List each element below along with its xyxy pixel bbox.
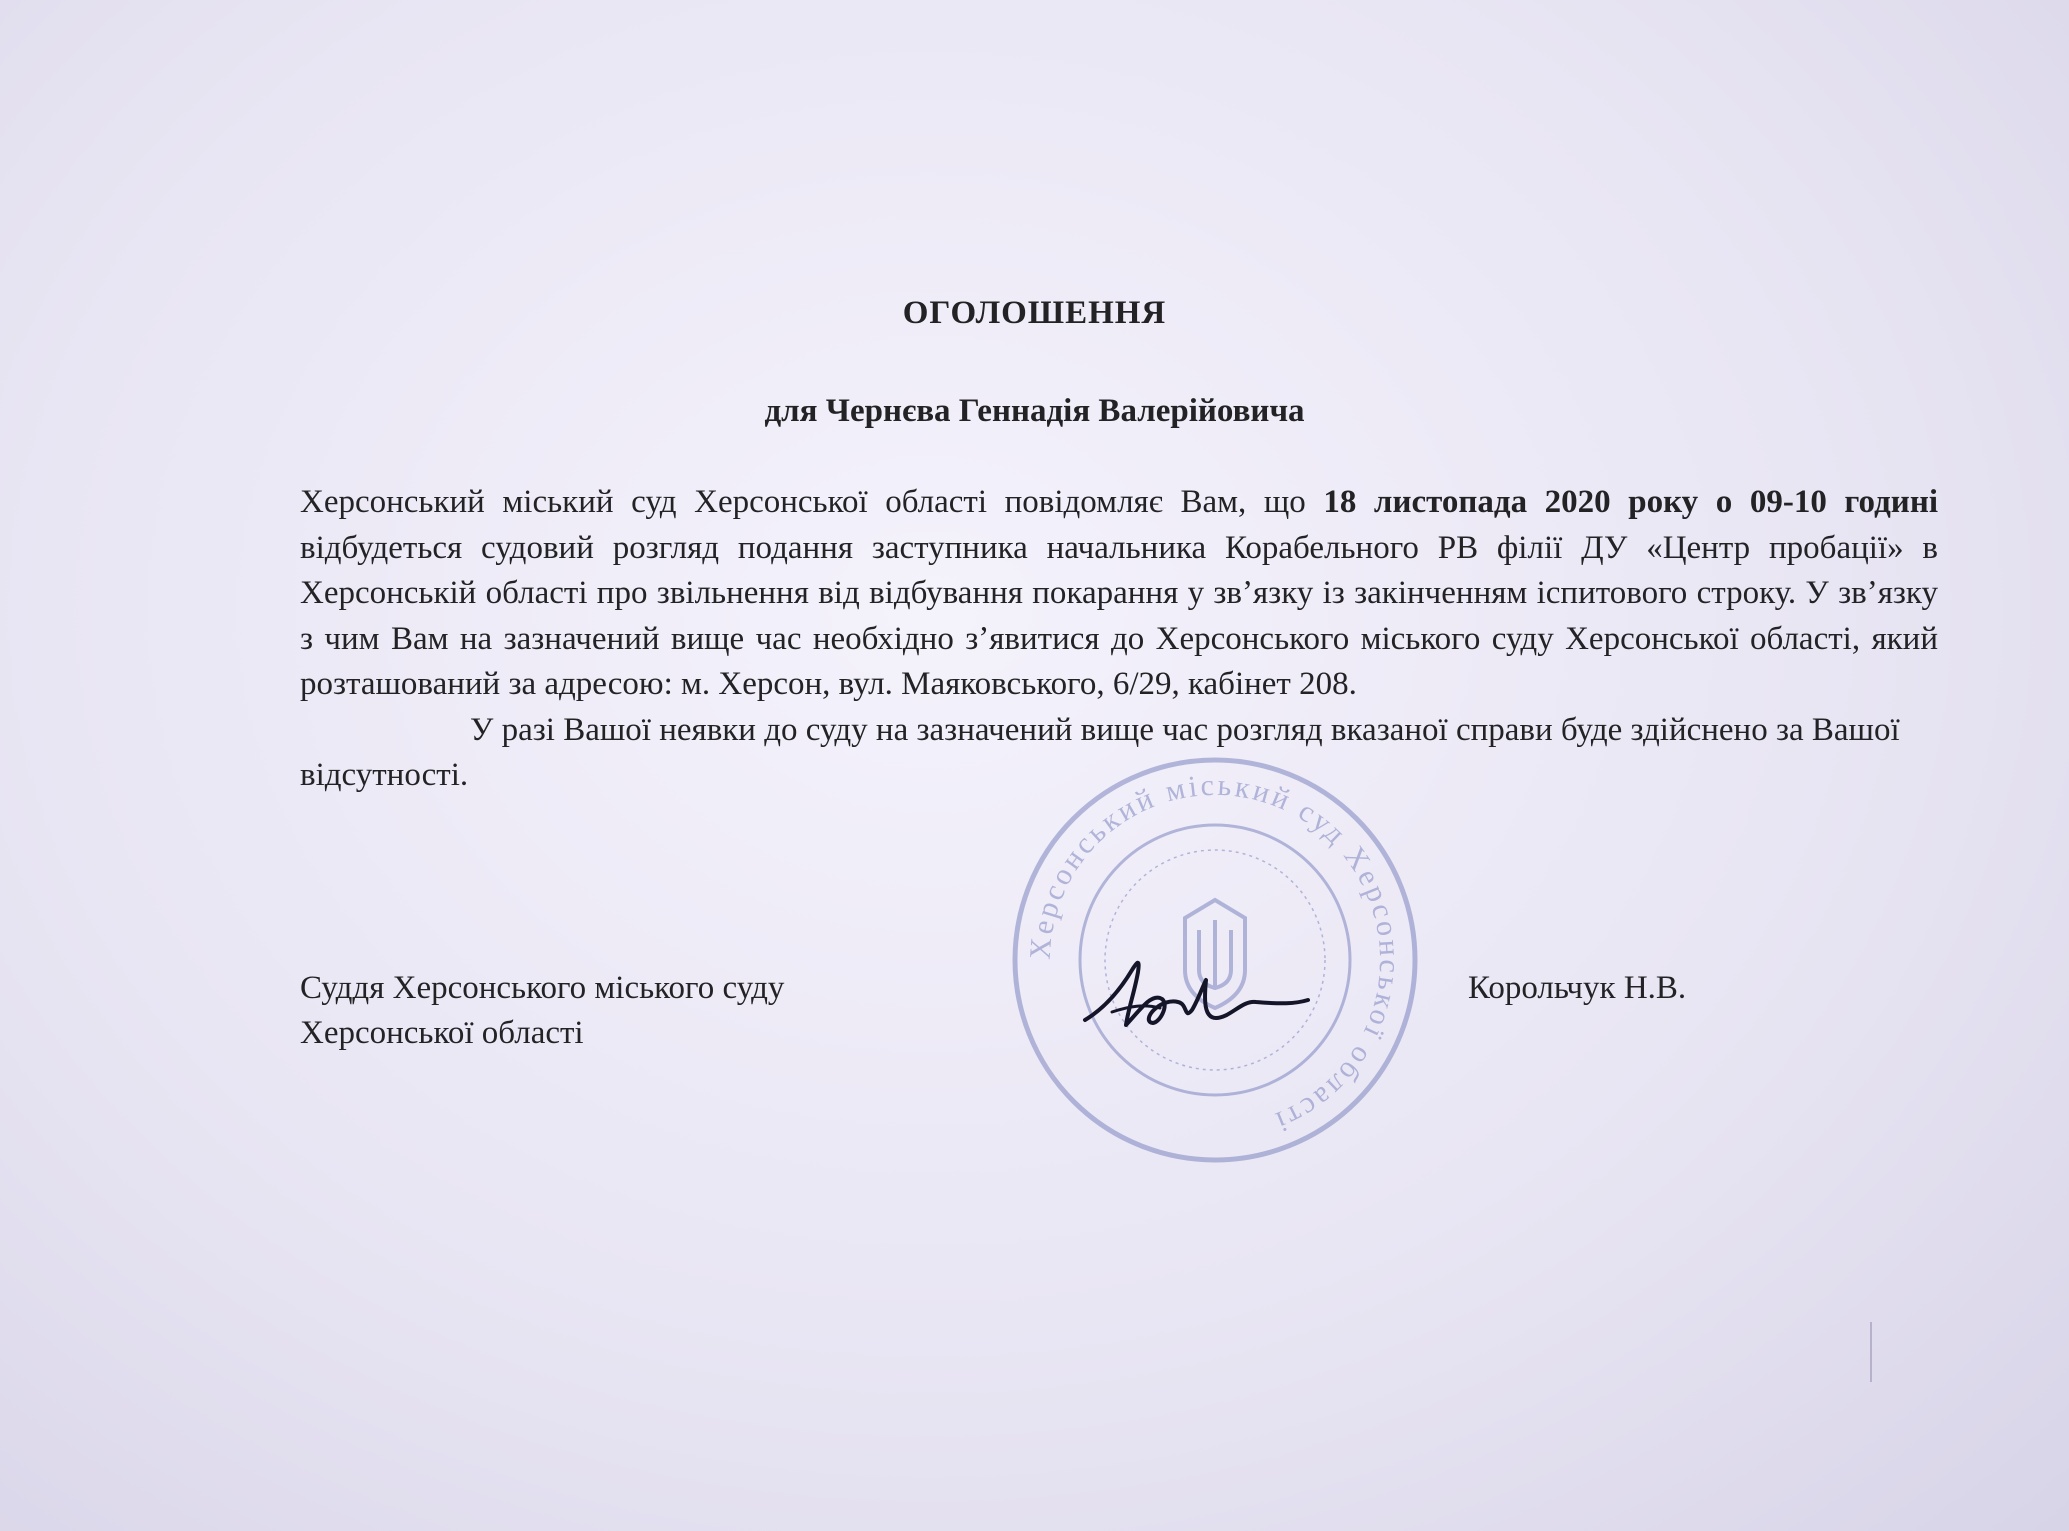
notice-title: ОГОЛОШЕННЯ <box>902 295 1167 331</box>
notice-paragraph-2: У разі Вашої неявки до суду на зазначений вище час розгляд вказаної справи буде здійснено за Вашої відсутності. <box>300 711 1900 793</box>
judge-signature <box>1080 940 1310 1040</box>
judge-name: Корольчук Н.В. <box>1468 970 1687 1006</box>
paper-edge-mark <box>1870 1322 1872 1382</box>
signature-position <box>300 966 784 1056</box>
signature-position-line-1: Суддя Херсонського міського суду <box>300 970 785 1006</box>
stamp-ring-text: Херсонський міський суд Херсонської області <box>1023 768 1407 1140</box>
hearing-date-time: 18 листопада 2020 року о 09-10 годині <box>1323 484 1939 520</box>
paragraph-rest: відбудеться судовий розгляд подання заступника начальника Корабельного РВ філії ДУ «Центр пробації» в Херсонській області про звільнення від відбування покарання у звʼязку із закінченням іспитового строку. У звʼязку з чим Вам на зазначений вище час необхідно зʼявитися до Херсонського міського суду Херсонської області, який розташований за адресою: м. Херсон, вул. Маяковського, 6/29, кабінет 208. <box>300 529 1938 702</box>
signature-position-line-2: Херсонської області <box>300 1015 584 1051</box>
notice-paragraph-1 <box>300 480 1938 708</box>
paragraph-intro: Херсонський міський суд Херсонської області повідомляє Вам, що <box>300 484 1324 520</box>
notice-recipient: для Чернєва Геннадія Валерійовича <box>764 393 1305 429</box>
